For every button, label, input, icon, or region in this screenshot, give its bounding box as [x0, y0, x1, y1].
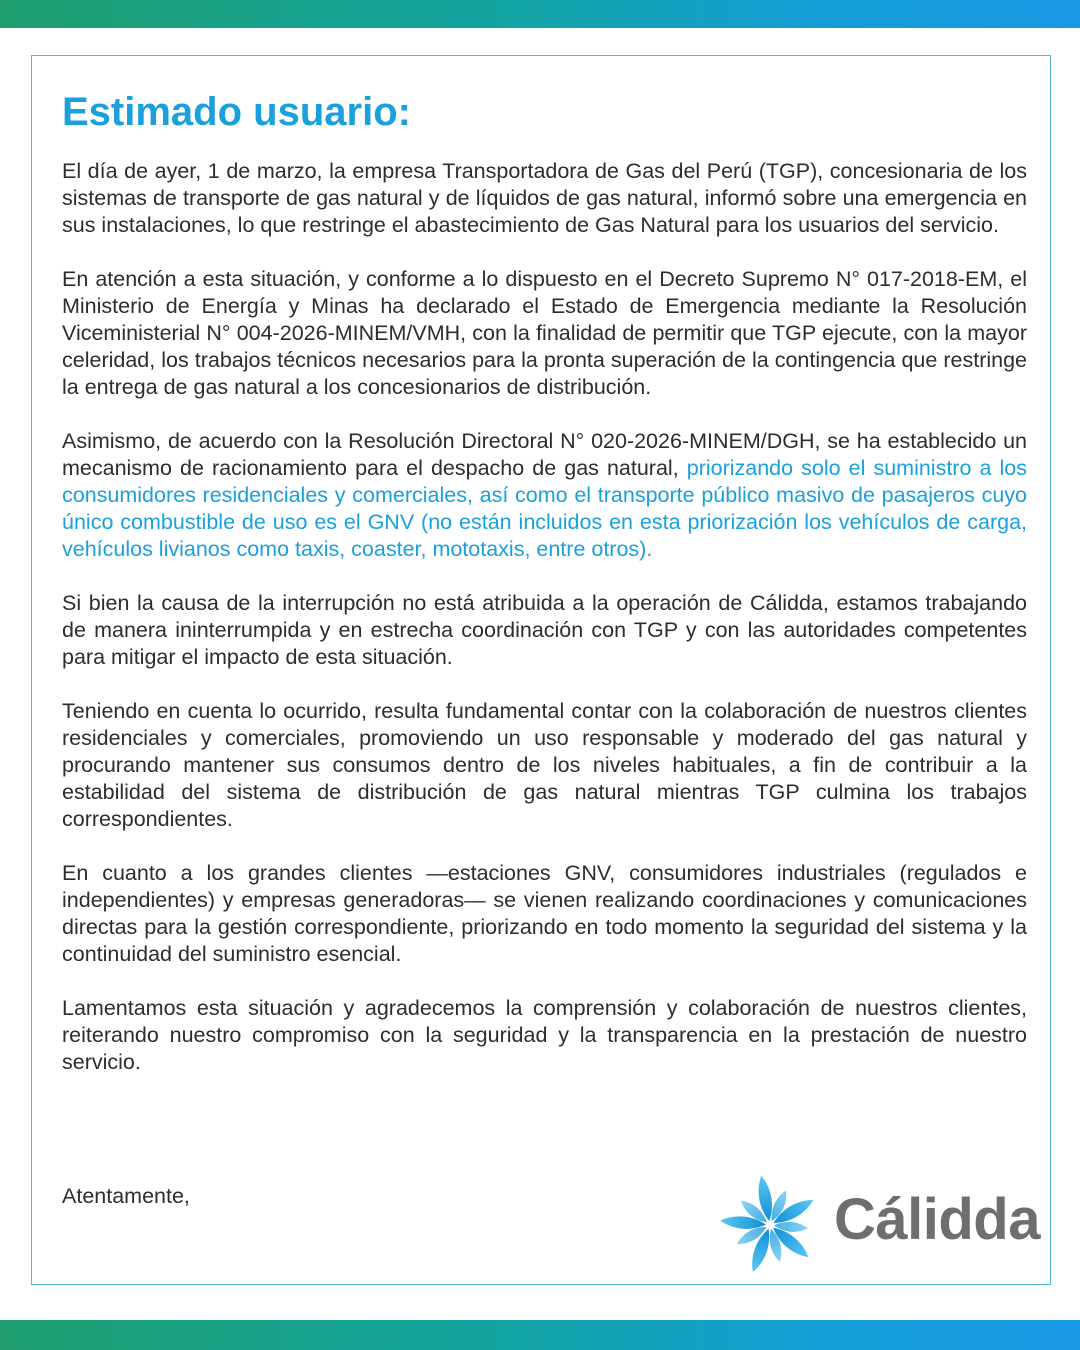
paragraph-7: Lamentamos esta situación y agradecemos la comprensión y colaboración de nuestros clientes, reiterando nuestro compromiso con la seguridad y la transparencia en la prestación de nuestro servicio. — [62, 996, 1027, 1074]
paragraph-3 — [62, 428, 1027, 563]
paragraph-3-text: Asimismo, de acuerdo con la Resolución Directoral N° 020-2026-MINEM/DGH, se ha establecido un mecanismo de racionamiento para el despacho de gas natural, — [62, 429, 1027, 480]
letter-heading: Estimado usuario: — [62, 90, 411, 134]
paragraph-5: Teniendo en cuenta lo ocurrido, resulta fundamental contar con la colaboración de nuestros clientes residenciales y comerciales, promoviendo un uso responsable y moderado del gas natural y procurando mantener sus consumos dentro de los niveles habituales, a fin de contribuir a la estabilidad del sistema de distribución de gas natural mientras TGP culmina los trabajos correspondientes. — [62, 699, 1027, 831]
letter-body — [62, 158, 1027, 1103]
paragraph-4: Si bien la causa de la interrupción no está atribuida a la operación de Cálidda, estamos trabajando de manera ininterrumpida y en estrecha coordinación con TGP y con las autoridades competentes para mitigar el impacto de esta situación. — [62, 591, 1027, 669]
bottom-gradient-bar — [0, 1320, 1080, 1350]
paragraph-3-highlight: priorizando solo el suministro a los consumidores residenciales y comerciales, así como el transporte público masivo de pasajeros cuyo único combustible de uso es el GNV (no están incluidos en esta priorización los vehículos de carga, vehículos livianos como taxis, coaster, mototaxis, entre otros). — [62, 456, 1027, 561]
calidda-logo — [716, 1170, 1046, 1280]
closing-signoff: Atentamente, — [62, 1184, 190, 1208]
paragraph-2: En atención a esta situación, y conforme a lo dispuesto en el Decreto Supremo N° 017-2018-EM, el Ministerio de Energía y Minas ha declarado el Estado de Emergencia mediante la Resolución Viceministerial N° 004-2026-MINEM/VMH, con la finalidad de permitir que TGP ejecute, con la mayor celeridad, los trabajos técnicos necesarios para la pronta superación de la contingencia que restringe la entrega de gas natural a los concesionarios de distribución. — [62, 267, 1027, 399]
top-gradient-bar — [0, 0, 1080, 28]
paragraph-6: En cuanto a los grandes clientes —estaciones GNV, consumidores industriales (regulados e independientes) y empresas generadoras— se vienen realizando coordinaciones y comunicaciones directas para la gestión correspondiente, priorizando en todo momento la seguridad del sistema y la continuidad del suministro esencial. — [62, 861, 1027, 966]
paragraph-1: El día de ayer, 1 de marzo, la empresa Transportadora de Gas del Perú (TGP), concesionaria de los sistemas de transporte de gas natural y de líquidos de gas natural, informó sobre una emergencia en sus instalaciones, lo que restringe el abastecimiento de Gas Natural para los usuarios del servicio. — [62, 159, 1027, 237]
logo-wordmark: Cálidda — [834, 1187, 1040, 1252]
flower-logo-icon — [716, 1170, 824, 1280]
